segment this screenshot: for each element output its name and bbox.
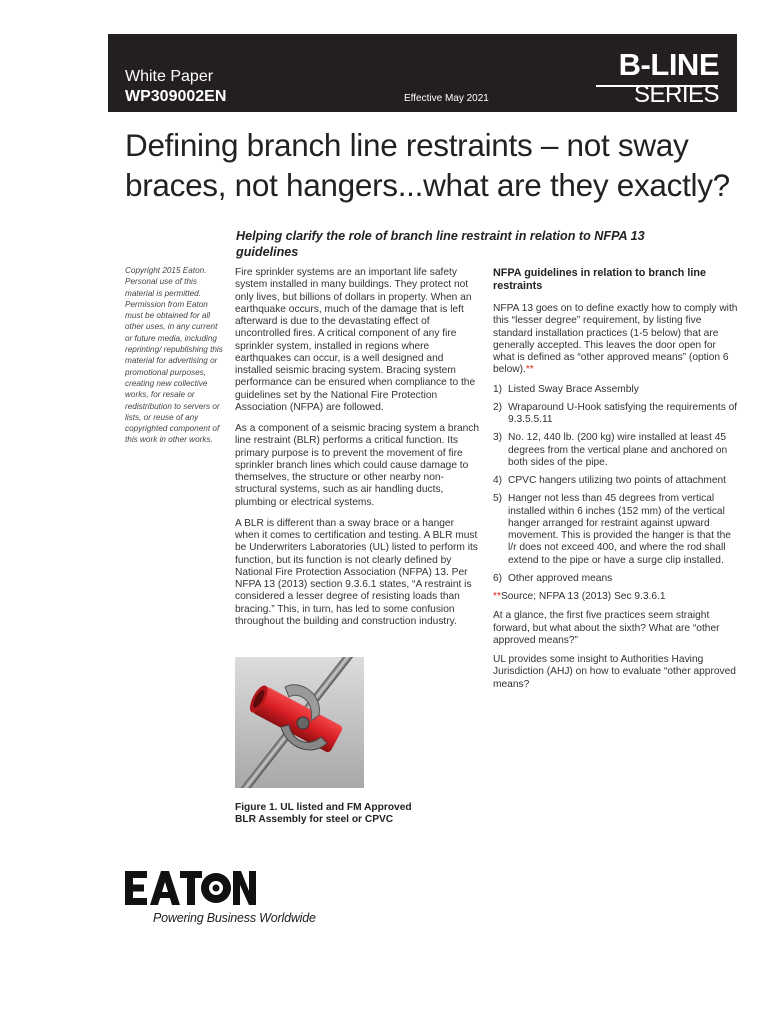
footnote-asterisks: ** — [525, 364, 534, 376]
list-item-text: CPVC hangers utilizing two points of attachment — [508, 475, 727, 486]
list-item-number: 2) — [493, 401, 503, 413]
list-item-number: 3) — [493, 432, 503, 444]
list-item-number: 1) — [493, 383, 503, 395]
list-item-text: Hanger not less than 45 degrees from vertical installed within 6 inches (152 mm) of the vertical hanger arranged for restraint against upward movement. This is provided the hanger is that the l/r does not exceed 400, and where the rod shall extend to the pipe or have a surge clip installed. — [508, 493, 731, 566]
column-left — [235, 267, 480, 637]
section-heading: NFPA guidelines in relation to branch line restraints — [493, 267, 706, 292]
source-text: Source; NFPA 13 (2013) Sec 9.3.6.1 — [500, 591, 666, 602]
list-item — [493, 573, 738, 585]
column-right — [493, 267, 738, 698]
figure-blr-assembly — [235, 657, 364, 788]
list-item-number: 4) — [493, 475, 503, 486]
list-item — [493, 493, 738, 567]
effective-date: Effective May 2021 — [404, 93, 489, 104]
list-item-text: No. 12, 440 lb. (200 kg) wire installed at least 45 degrees from the vertical plane and anchored on both sides of the pipe. — [508, 432, 728, 468]
blr-assembly-illustration — [235, 657, 364, 788]
figure-caption: Figure 1. UL listed and FM Approved BLR Assembly for steel or CPVC — [235, 802, 412, 826]
list-item-text: Listed Sway Brace Assembly — [508, 383, 639, 395]
paragraph-intro: Fire sprinkler systems are an important life safety system installed in many buildings. They protect not only lives, but billions of dollars in property. When an earthquake occurs, much of the damage that is left afterward is due to the devastating effect of uncontrolled fires. A critical component of any fire sprinkler system, installed in regions where earthquakes can occur, is a well designed and installed seismic bracing system. Bracing system performance can be ensured when compliance to the guidelines set by the National Fire Protection Association (NFPA) are followed. — [235, 267, 476, 413]
paragraph-blr-function: As a component of a seismic bracing system a branch line restraint (BLR) performs a critical function. Its primary purpose is to prevent the movement of fire sprinkler branch lines which could cause damage to themselves, the structure or other nearby non-structural systems, such as air handling ducts, plumbing or electrical systems. — [235, 423, 480, 508]
list-item-text: Other approved means — [508, 572, 613, 584]
source-asterisks: ** — [493, 591, 501, 602]
paragraph-nfpa-intro — [493, 303, 738, 377]
list-item-number: 5) — [493, 493, 503, 505]
eaton-tagline: Powering Business Worldwide — [153, 911, 316, 925]
brand-b-line: B-LINE — [618, 47, 719, 82]
list-item — [493, 475, 738, 487]
copyright-notice: Copyright 2015 Eaton. Personal use of this material is permitted. Permission from Eaton must be obtained for all other uses, in any current or future media, including reprinting/ republishing this material for advertising or promotional purposes, creating new collective works, for resale or redistribution to servers or lists, or reuse of any copyrighted component of this work in other works. — [125, 266, 223, 445]
subtitle: Helping clarify the role of branch line restraint in relation to NFPA 13 guidelines — [236, 229, 645, 259]
list-item — [493, 432, 738, 469]
list-item-text: Wraparound U-Hook satisfying the requirements of 9.3.5.5.11 — [508, 401, 738, 425]
list-item — [493, 384, 738, 396]
nfpa-intro-text: NFPA 13 goes on to define exactly how to comply with this “lesser degree” requirement, by listing five standard installation practices (1-5 below) that are generally accepted. This leaves the door open for what is defined as “other approved means” (option 6 below). — [493, 303, 738, 376]
list-item-number: 6) — [493, 572, 503, 584]
paragraph-ul-insight: UL provides some insight to Authorities Having Jurisdiction (AHJ) on how to evaluate “other approved means? — [493, 654, 736, 690]
practices-list — [493, 384, 738, 586]
paragraph-glance: At a glance, the first five practices seem straight forward, but what about the sixth? What are “other approved means?” — [493, 610, 720, 646]
source-note — [493, 591, 738, 603]
brand-series: SERIES — [633, 81, 719, 108]
header-bar — [108, 34, 737, 112]
eaton-logo-mark — [125, 869, 257, 909]
doc-code: WP309002EN — [125, 88, 227, 105]
eaton-logo — [125, 869, 257, 914]
paragraph-blr-difference: A BLR is different than a sway brace or a hanger when it comes to certification and testing. A BLR must be Underwriters Laboratories (UL) listed to perform its function, but its function is not clearly defined by National Fire Protection Association (NFPA) 13. Per NFPA 13 (2013) section 9.3.6.1 states, “A restraint is considered a lesser degree of resisting loads than bracing.” This, in turn, has led to some confusion throughout the building and construction industry. — [235, 517, 478, 627]
doc-type: White Paper — [125, 68, 214, 85]
page-title: Defining branch line restraints – not sway braces, not hangers...what are they exactly? — [125, 127, 730, 203]
list-item — [493, 402, 738, 427]
